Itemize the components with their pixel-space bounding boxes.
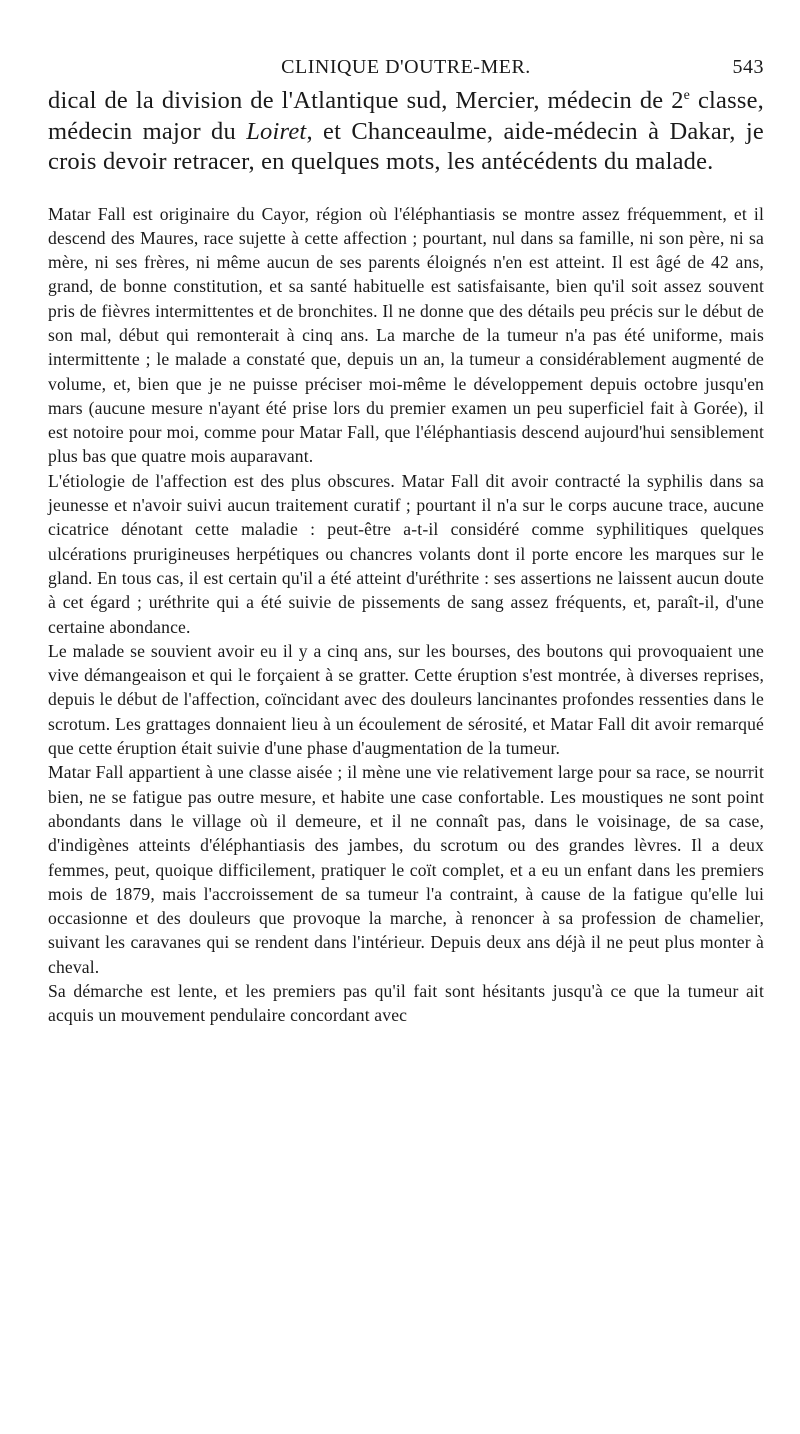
lead-text-2: classe, médecin major du [48,87,764,145]
paragraph: L'étiologie de l'affection est des plus obscures. Matar Fall dit avoir contracté la syphilis dans sa jeunesse et n'avoir suivi aucun traitement curatif ; pourtant il n'a sur le corps aucune trace, aucune cicatrice dénotant cette maladie : peut-être a-t-il considéré comme syphilitiques quelques ulcérations prurigineuses herpétiques ou chancres volants dont il porte encore les marques sur le gland. En tous cas, il est certain qu'il a été atteint d'uréthrite : ses assertions ne laissent aucun doute à cet égard ; uréthrite qui a été suivie de pissements de sang assez fréquents, et, paraît-il, d'une certaine abondance. [48,470,764,637]
document-page [48,52,764,1028]
running-title: CLINIQUE D'OUTRE-MER. [281,56,531,78]
paragraph: Matar Fall est originaire du Cayor, région où l'éléphantiasis se montre assez fréquemment, et il descend des Maures, race sujette à cette affection ; pourtant, nul dans sa famille, ni son père, ni sa mère, ni ses frères, ni même aucun de ses parents éloignés n'en est atteint. Il est âgé de 42 ans, grand, de bonne constitution, et sa santé habituelle est satisfaisante, bien qu'il soit assez souvent pris de fièvres intermittentes et de bronchites. Il ne donne que des détails peu précis sur le début de son mal, début qui remonterait à cinq ans. La marche de la tumeur n'a pas été uniforme, mais intermittente ; le malade a constaté que, depuis un an, la tumeur a considérablement augmenté de volume, et, bien que je ne puisse préciser moi-même le développement depuis octobre jusqu'en mars (aucune mesure n'ayant été prise lors du premier examen un peu superficiel fait à Gorée), il est notoire pour moi, comme pour Matar Fall, que l'éléphantiasis descend aujourd'hui sensiblement plus bas que quatre mois auparavant. [48,203,764,467]
lead-superscript: e [683,87,691,103]
paragraph: Matar Fall appartient à une classe aisée ; il mène une vie relativement large pour sa race, se nourrit bien, ne se fatigue pas outre mesure, et habite une case confortable. Les moustiques ne sont point abondants dans le village où il demeure, et il ne connaît pas, dans le voisinage, de sa case, d'indigènes atteints d'éléphantiasis des jambes, du scrotum ou des grandes lèvres. Il a deux femmes, peut, quoique difficilement, pratiquer le coït complet, et a eu un enfant dans les premiers mois de 1879, mais l'accroissement de sa tumeur l'a contraint, à cause de la fatigue qu'elle lui occasionne et des douleurs que provoque la marche, à renoncer à sa profession de chamelier, suivant les caravanes qui se rendent dans l'intérieur. Depuis deux ans déjà il ne peut plus monter à cheval. [48,762,764,977]
paragraph: Le malade se souvient avoir eu il y a cinq ans, sur les bourses, des boutons qui provoquaient une vive démangeaison et qui le forçaient à se gratter. Cette éruption s'est montrée, à diverses reprises, depuis le début de l'affection, coïncidant avec des douleurs lancinantes profondes ressenties dans le scrotum. Les grattages donnaient lieu à un écoulement de sérosité, et Matar Fall dit avoir remarqué que cette éruption était suivie d'une phase d'augmentation de la tumeur. [48,640,764,759]
running-header [48,52,764,86]
ship-name: Loiret [246,117,307,145]
page-number: 543 [732,56,764,78]
paragraph: Sa démarche est lente, et les premiers pas qu'il fait sont hésitants jusqu'à ce que la tumeur ait acquis un mouvement pendulaire concordant avec [48,981,764,1026]
body-text [48,202,764,1028]
lead-text-1: dical de la division de l'Atlantique sud, Mercier, médecin de 2 [48,87,684,114]
lead-text-3: , et Chanceaulme, aide-médecin à Dakar, je crois devoir retracer, en quelques mots, les antécédents du malade. [48,117,764,175]
lead-paragraph [48,86,764,178]
